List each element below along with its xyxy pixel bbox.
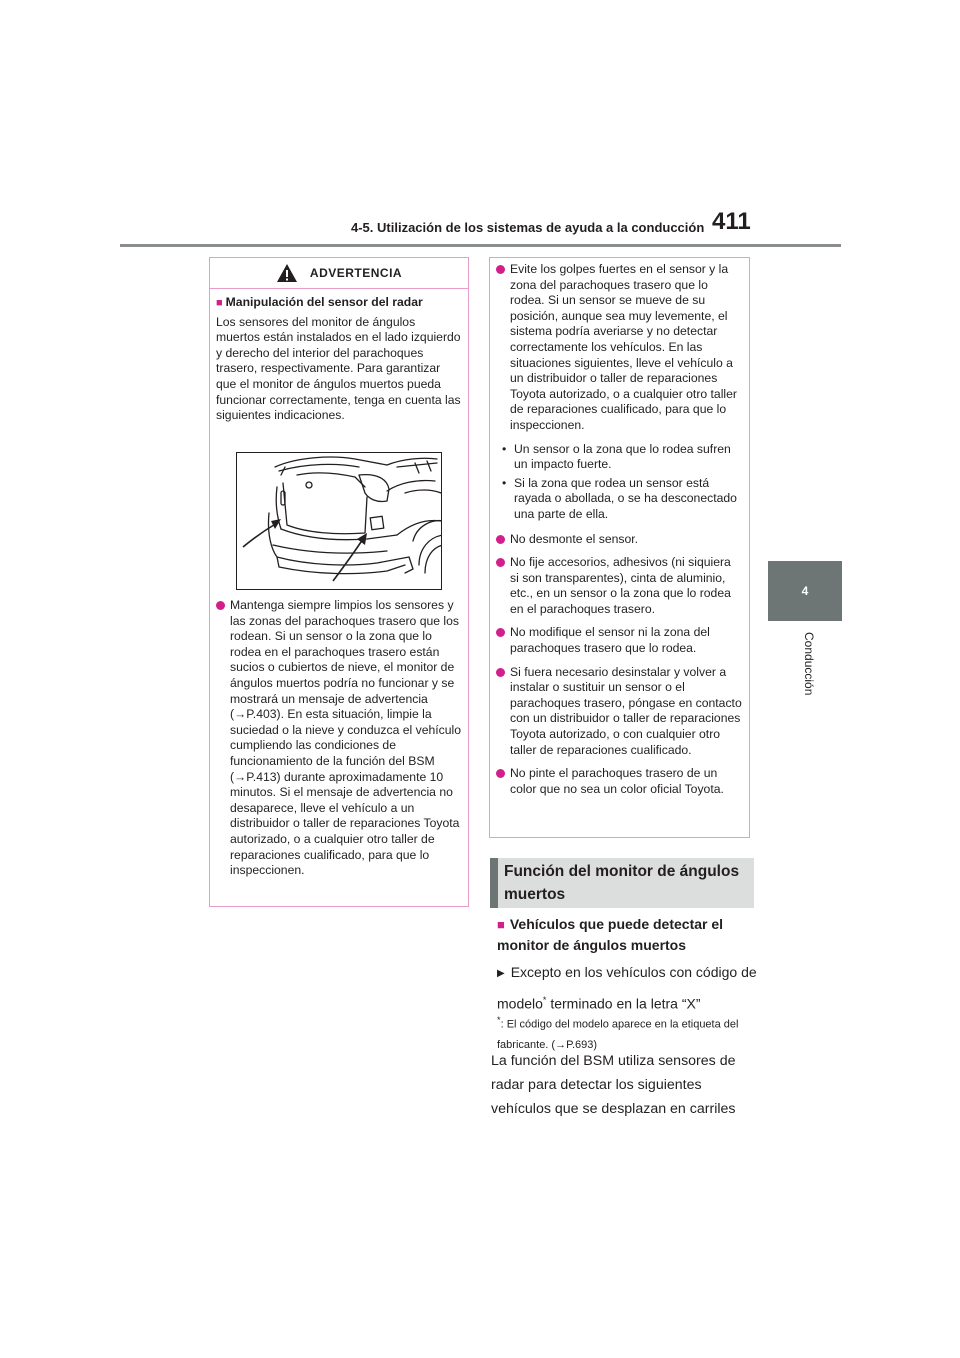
- sub-list-item: • Si la zona que rodea un sensor está rayada o abollada, o se ha desconectado una parte de ella.: [502, 475, 737, 521]
- list-item: No fije accesorios, adhesivos (ni siquiera si son transparentes), cinta de aluminio, etc., en un sensor o la zona que lo rodea en el parachoques trasero.: [496, 555, 743, 617]
- warning-box-continued: [489, 257, 750, 838]
- warning-box: [209, 257, 469, 907]
- page-number: 411: [712, 208, 751, 235]
- running-header-title: 4-5. Utilización de los sistemas de ayuda a la conducción: [351, 220, 705, 235]
- warning-heading: ■ Manipulación del sensor del radar: [216, 295, 423, 309]
- list-item: Mantenga siempre limpios los sensores y las zonas del parachoques trasero que los rodean. Si un sensor o la zona que lo rodea en el parachoques trasero están sucios o cubiertos de nieve, el monitor de ángulos muertos podría no funcionar y se mostrará un mensaje de advertencia (→P.403). En esta situación, limpie la suciedad o la nieve y conduzca el vehículo cumpliendo las condiciones de funcionamiento de la función del BSM (→P.413) durante aproximadamente 10 minutos. Si el mensaje de advertencia no desaparece, lleve el vehículo a un distribuidor o taller de reparaciones Toyota autorizado, o a cualquier otro taller de reparaciones cualificado, para que lo inspeccionen.: [216, 598, 462, 879]
- bullet-dot-icon: [496, 668, 505, 677]
- chapter-label: Conducción: [802, 632, 816, 696]
- footnote: *: El código del modelo aparece en la etiqueta del fabricante. (→P.693): [497, 1015, 739, 1051]
- bullet-dot-icon: [496, 535, 505, 544]
- list-item: No modifique el sensor ni la zona del parachoques trasero que lo rodea.: [496, 625, 743, 656]
- list-item: No pinte el parachoques trasero de un color que no sea un color oficial Toyota.: [496, 766, 743, 797]
- square-bullet-icon: ■: [216, 297, 223, 309]
- square-bullet-icon: ■: [497, 917, 505, 932]
- chapter-tab[interactable]: [768, 561, 842, 621]
- header-rule: [120, 244, 841, 247]
- warning-triangle-icon: [276, 263, 298, 283]
- body-paragraph: La función del BSM utiliza sensores de radar para detectar los siguientes vehículos que se desplazan en carriles: [491, 1053, 736, 1117]
- rear-bumper-sensor-illustration: [236, 452, 442, 590]
- car-rear-illustration: [237, 453, 442, 590]
- chapter-number: 4: [801, 584, 809, 598]
- section-title: Función del monitor de ángulos muertos: [490, 858, 754, 908]
- bullet-dot-icon: [496, 265, 505, 274]
- warning-continued-body: [490, 258, 749, 797]
- sub-bullet-icon: •: [502, 441, 507, 456]
- subsection-heading: ■ Vehículos que puede detectar el monitor de ángulos muertos: [497, 916, 724, 953]
- warning-body-bullets: [210, 594, 468, 887]
- list-item: Si fuera necesario desinstalar y volver a instalar o sustituir un sensor o el parachoques trasero, póngase en contacto con un distribuidor o taller de reparaciones Toyota autorizado, o con cualquier otro taller de reparaciones cualificado.: [496, 665, 743, 759]
- list-item: No desmonte el sensor.: [496, 532, 743, 548]
- sub-list-item: • Un sensor o la zona que lo rodea sufren un impacto fuerte.: [502, 441, 731, 472]
- bullet-dot-icon: [216, 601, 225, 610]
- bullet-dot-icon: [496, 769, 505, 778]
- warning-body: [210, 289, 468, 424]
- list-item: Evite los golpes fuertes en el sensor y la zona del parachoques trasero que lo rodea. Si un sensor se mueve de su posición, aunque sea muy levemente, el sistema podría averiarse y no detectar correctamente los vehículos. En las situaciones siguientes, lleve el vehículo a un distribuidor o taller de reparaciones Toyota autorizado, o a cualquier otro taller de reparaciones cualificado, para que lo inspeccionen.: [496, 262, 743, 434]
- warning-label: ADVERTENCIA: [309, 266, 403, 280]
- bullet-dot-icon: [496, 558, 505, 567]
- warning-header: [210, 258, 468, 289]
- bullet-dot-icon: [496, 628, 505, 637]
- sub-bullet-icon: •: [502, 475, 507, 490]
- model-exception-note: ▶ Excepto en los vehículos con código de modelo* terminado en la letra “X”: [497, 964, 757, 1012]
- warning-intro: Los sensores del monitor de ángulos muertos están instalados en el lado izquierdo y derecho del interior del parachoques trasero, respectivamente. Para garantizar que el monitor de ángulos muertos pueda funcionar correctamente, tenga en cuenta las siguientes indicaciones.: [216, 314, 461, 423]
- triangle-bullet-icon: ▶: [497, 968, 505, 979]
